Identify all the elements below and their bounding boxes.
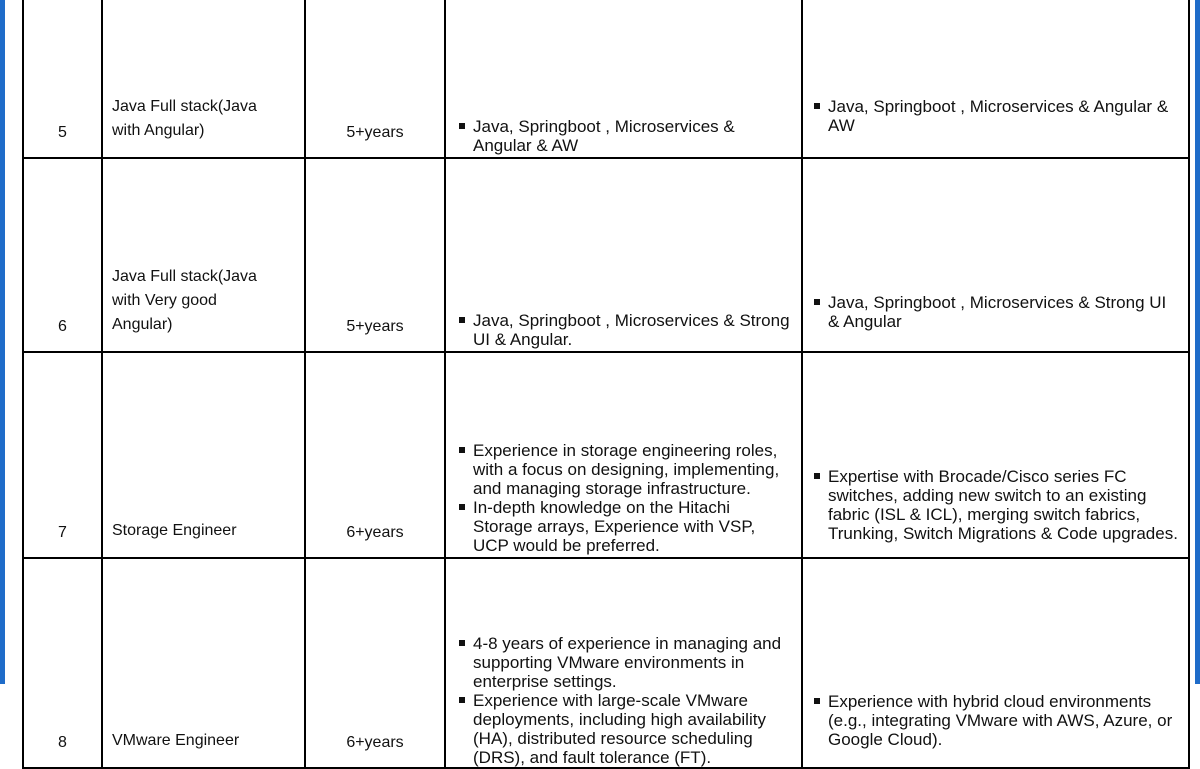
skill-text: 4-8 years of experience in managing and supporting VMware environments in enterprise settings. bbox=[473, 634, 782, 691]
role-cell bbox=[102, 558, 305, 768]
square-bullet-icon bbox=[459, 317, 465, 323]
list-item bbox=[812, 467, 1178, 543]
skill-text: Experience with large-scale VMware deployments, including high availability (HA), distributed resource scheduling (DRS), and fault tolerance (FT). bbox=[473, 691, 766, 767]
experience: 6+years bbox=[305, 558, 445, 768]
list-item bbox=[457, 498, 791, 555]
role-name: Storage Engineer bbox=[112, 522, 237, 539]
list-item bbox=[812, 293, 1178, 331]
serial-number: 5 bbox=[23, 0, 102, 158]
skill-text: Expertise with Brocade/Cisco series FC switches, adding new switch to an existing fabric (ISL & ICL), merging switch fabrics, Trunking, Switch Migrations & Code upgrades. bbox=[828, 467, 1178, 543]
secondary-skills-cell bbox=[802, 558, 1189, 768]
table-row bbox=[23, 558, 1189, 768]
primary-skills-list bbox=[457, 311, 791, 349]
role-name: Java Full stack(Java with Very good Angular) bbox=[112, 268, 257, 333]
skill-text: Java, Springboot , Microservices & Angular & AW bbox=[828, 97, 1169, 135]
square-bullet-icon bbox=[814, 698, 820, 704]
list-item bbox=[457, 691, 791, 767]
square-bullet-icon bbox=[459, 640, 465, 646]
secondary-skills-list bbox=[812, 692, 1178, 749]
role-cell bbox=[102, 0, 305, 158]
list-item bbox=[457, 117, 791, 155]
skills-table bbox=[22, 0, 1190, 769]
role-cell bbox=[102, 352, 305, 558]
skill-text: Java, Springboot , Microservices & Strong UI & Angular. bbox=[473, 311, 790, 349]
list-item bbox=[812, 97, 1178, 135]
skills-table-body bbox=[23, 0, 1189, 768]
role-name: VMware Engineer bbox=[112, 732, 240, 749]
experience: 5+years bbox=[305, 158, 445, 352]
list-item bbox=[457, 441, 791, 498]
serial-number: 8 bbox=[23, 558, 102, 768]
square-bullet-icon bbox=[459, 447, 465, 453]
square-bullet-icon bbox=[459, 697, 465, 703]
skill-text: Java, Springboot , Microservices & Angular & AW bbox=[473, 117, 735, 155]
square-bullet-icon bbox=[459, 123, 465, 129]
table-row bbox=[23, 0, 1189, 158]
primary-skills-list bbox=[457, 117, 791, 155]
list-item bbox=[457, 634, 791, 691]
secondary-skills-cell bbox=[802, 352, 1189, 558]
primary-skills-cell bbox=[445, 0, 802, 158]
experience: 6+years bbox=[305, 352, 445, 558]
secondary-skills-list bbox=[812, 97, 1178, 135]
role-name: Java Full stack(Java with Angular) bbox=[112, 98, 257, 139]
skill-text: Java, Springboot , Microservices & Strong UI & Angular bbox=[828, 293, 1167, 331]
skill-text: In-depth knowledge on the Hitachi Storage arrays, Experience with VSP, UCP would be preferred. bbox=[473, 498, 756, 555]
primary-skills-list bbox=[457, 441, 791, 555]
secondary-skills-list bbox=[812, 293, 1178, 331]
square-bullet-icon bbox=[814, 299, 820, 305]
role-cell bbox=[102, 158, 305, 352]
square-bullet-icon bbox=[814, 473, 820, 479]
table-row bbox=[23, 158, 1189, 352]
experience: 5+years bbox=[305, 0, 445, 158]
primary-skills-list bbox=[457, 634, 791, 767]
skill-text: Experience in storage engineering roles, with a focus on designing, implementing, and managing storage infrastructure. bbox=[473, 441, 780, 498]
serial-number: 7 bbox=[23, 352, 102, 558]
primary-skills-cell bbox=[445, 158, 802, 352]
serial-number: 6 bbox=[23, 158, 102, 352]
secondary-skills-list bbox=[812, 467, 1178, 543]
list-item bbox=[457, 311, 791, 349]
list-item bbox=[812, 692, 1178, 749]
primary-skills-cell bbox=[445, 558, 802, 768]
skill-text: Experience with hybrid cloud environments (e.g., integrating VMware with AWS, Azure, or Google Cloud). bbox=[828, 692, 1173, 749]
secondary-skills-cell bbox=[802, 158, 1189, 352]
primary-skills-cell bbox=[445, 352, 802, 558]
table-row bbox=[23, 352, 1189, 558]
square-bullet-icon bbox=[814, 103, 820, 109]
square-bullet-icon bbox=[459, 504, 465, 510]
secondary-skills-cell bbox=[802, 0, 1189, 158]
